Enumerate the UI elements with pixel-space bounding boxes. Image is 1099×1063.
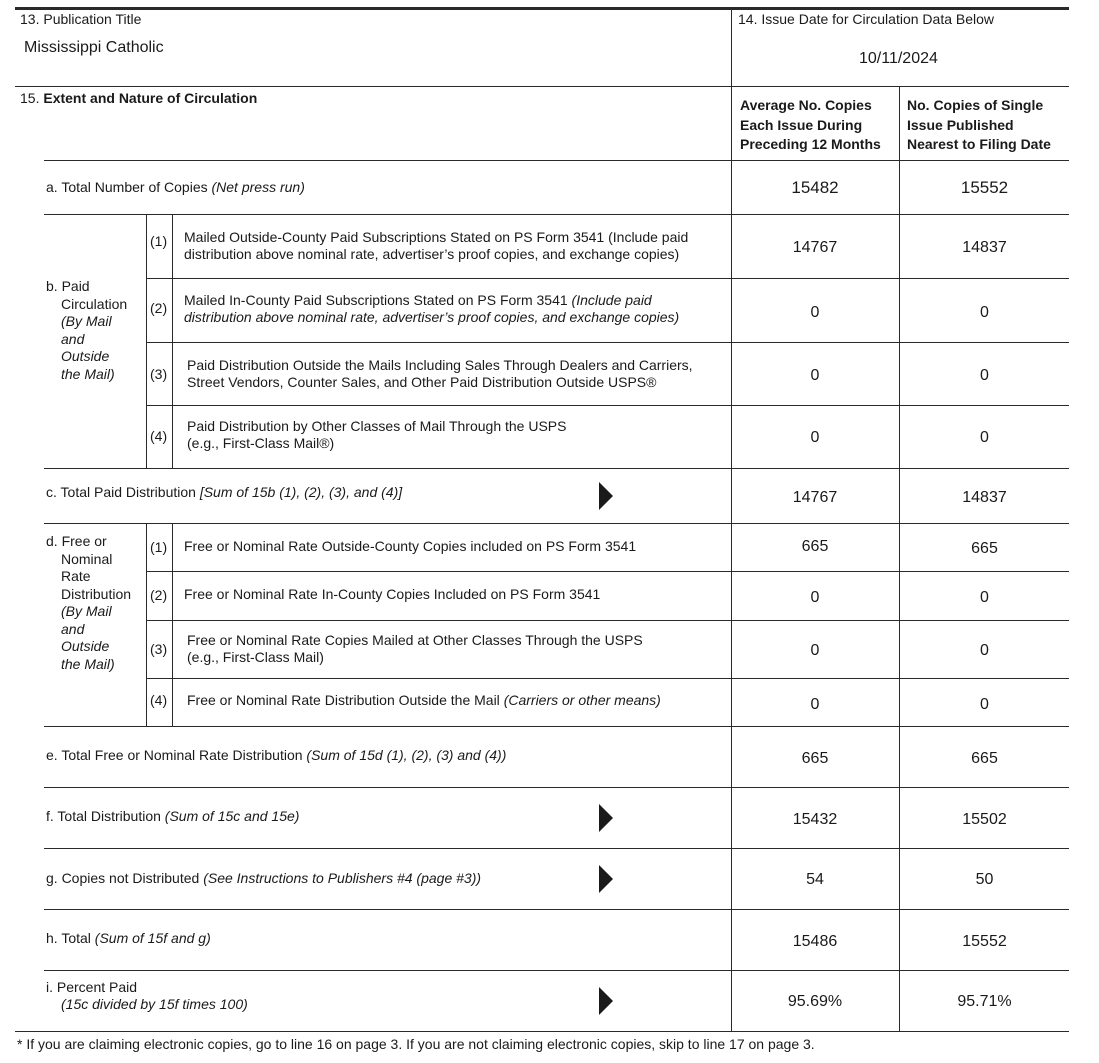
row-d4-note: (Carriers or other means) xyxy=(503,692,661,708)
row-d3-line xyxy=(146,678,1069,679)
col-single-left-line xyxy=(899,86,900,1032)
header-bottom-line xyxy=(15,86,1069,87)
row-b4-single: 0 xyxy=(980,429,989,446)
row-b3-line2: Street Vendors, Counter Sales, and Other Paid Distribution Outside USPS® xyxy=(187,374,657,390)
row-d4-num: (4) xyxy=(150,692,168,708)
row-d-note-line3: Outside xyxy=(61,638,110,654)
row-b2-text xyxy=(184,292,679,326)
row-e-text: e. Total Free or Nominal Rate Distribution xyxy=(46,747,307,763)
row-d3-line2: (e.g., First-Class Mail) xyxy=(187,649,324,665)
row-b-note-line2: and xyxy=(61,330,85,347)
row-b3-single: 0 xyxy=(980,367,989,384)
row-g-single: 50 xyxy=(975,871,994,888)
row-f-single: 15502 xyxy=(962,811,1007,828)
row-d4-single: 0 xyxy=(980,696,989,713)
row-f-note: (Sum of 15c and 15e) xyxy=(164,808,300,824)
row-h-label xyxy=(46,930,211,947)
row-d1-text: Free or Nominal Rate Outside-County Copies included on PS Form 3541 xyxy=(184,538,637,554)
row-a-text: a. Total Number of Copies xyxy=(46,179,212,195)
row-g-text: g. Copies not Distributed xyxy=(46,870,204,886)
row-d1-single: 665 xyxy=(971,540,998,557)
row-b1-line1: Mailed Outside-County Paid Subscriptions Stated on PS Form 3541 (Include paid xyxy=(184,229,689,245)
row-i-note: (15c divided by 15f times 100) xyxy=(61,996,248,1012)
row-b-note-line3: Outside xyxy=(61,348,110,364)
publication-title: Mississippi Catholic xyxy=(24,39,164,56)
row-h-text: h. Total xyxy=(46,930,95,946)
row-b2-avg: 0 xyxy=(810,304,820,321)
row-b1-avg: 14767 xyxy=(792,239,838,256)
row-b2-line1b: (Include paid xyxy=(571,292,652,308)
sec15-header-line xyxy=(44,160,1069,161)
row-b-label xyxy=(46,278,127,383)
row-b2-line1 xyxy=(184,292,679,309)
col-avg-heading xyxy=(740,96,881,155)
row-c-note: [Sum of 15b (1), (2), (3), and (4)] xyxy=(199,484,403,500)
issue-date-label: 14. Issue Date for Circulation Data Below xyxy=(738,11,995,27)
row-b3-line1: Paid Distribution Outside the Mails Including Sales Through Dealers and Carriers, xyxy=(187,357,693,373)
row-b4-text xyxy=(187,418,566,452)
row-f-arrow-icon xyxy=(599,804,613,832)
row-g-arrow-icon xyxy=(599,865,613,893)
row-g-line xyxy=(44,909,1069,910)
row-b3-num: (3) xyxy=(150,366,168,382)
col-single-heading xyxy=(907,96,1051,155)
row-d3-avg: 0 xyxy=(810,642,820,659)
header-divider-vertical xyxy=(731,7,732,87)
row-b1-line2: distribution above nominal rate, advertiser’s proof copies, and exchange copies) xyxy=(184,246,680,262)
bottom-line xyxy=(15,1031,1069,1032)
row-a-note: (Net press run) xyxy=(211,179,305,195)
issue-date: 10/11/2024 xyxy=(859,50,938,67)
col-avg-left-line xyxy=(731,86,732,1032)
row-d3-line1: Free or Nominal Rate Copies Mailed at Other Classes Through the USPS xyxy=(187,632,643,648)
row-f-label xyxy=(46,808,299,825)
footnote: * If you are claiming electronic copies, go to line 16 on page 3. If you are not claiming electronic copies, skip to line 17 on page 3. xyxy=(17,1036,815,1052)
row-e-single: 665 xyxy=(971,750,998,767)
row-b3-avg: 0 xyxy=(810,367,820,384)
row-g-note: (See Instructions to Publishers #4 (page #3)) xyxy=(203,870,482,886)
col-single-heading-line2: Issue Published xyxy=(907,116,1014,133)
b-num-lines1 xyxy=(146,278,172,279)
row-d2-avg: 0 xyxy=(810,589,820,606)
row-c-line xyxy=(44,523,1069,524)
b-num-right xyxy=(172,214,173,468)
col-avg-heading-line1: Average No. Copies xyxy=(740,97,872,113)
row-e-avg: 665 xyxy=(801,750,829,767)
row-e-line xyxy=(44,787,1069,788)
section-15-number: 15. xyxy=(20,90,40,106)
row-f-text: f. Total Distribution xyxy=(46,808,165,824)
row-d3-num: (3) xyxy=(150,641,168,657)
col-avg-heading-line2: Each Issue During xyxy=(740,116,863,133)
row-b4-line1: Paid Distribution by Other Classes of Mail Through the USPS xyxy=(187,418,567,434)
row-c-text: c. Total Paid Distribution xyxy=(46,484,200,500)
row-d4-avg: 0 xyxy=(810,696,820,713)
row-b-line xyxy=(44,468,1069,469)
row-b1-text xyxy=(184,229,688,263)
row-c-avg: 14767 xyxy=(792,489,838,506)
row-d1-line xyxy=(146,571,1069,572)
row-d-label-line2: Nominal xyxy=(61,550,113,567)
row-b1-line xyxy=(172,278,1069,279)
row-d-label-line1: d. Free or xyxy=(46,533,107,549)
row-h-avg: 15486 xyxy=(792,933,838,950)
row-i-label xyxy=(46,979,248,1013)
row-d-label xyxy=(46,533,131,673)
publication-title-label: 13. Publication Title xyxy=(20,11,142,27)
b-num-left xyxy=(146,214,147,468)
b-num-lines3 xyxy=(146,405,172,406)
row-d4-label: Free or Nominal Rate Distribution Outside the Mail xyxy=(187,692,504,708)
row-a-label xyxy=(46,179,305,196)
row-a-line xyxy=(44,214,1069,215)
b-num-lines2 xyxy=(146,342,172,343)
top-border xyxy=(15,7,1069,10)
row-b4-line2: (e.g., First-Class Mail®) xyxy=(187,435,335,451)
row-b3-text xyxy=(187,357,693,391)
row-a-single: 15552 xyxy=(960,178,1009,197)
row-i-text: i. Percent Paid xyxy=(46,979,138,995)
row-b4-num: (4) xyxy=(150,428,168,444)
row-i-avg: 95.69% xyxy=(787,993,843,1010)
col-avg-heading-line3: Preceding 12 Months xyxy=(740,136,881,152)
row-d1-num: (1) xyxy=(150,539,168,555)
row-b-label-line1: b. Paid xyxy=(46,278,90,294)
row-b3-line xyxy=(172,405,1069,406)
row-f-avg: 15432 xyxy=(792,811,838,828)
row-i-single: 95.71% xyxy=(957,993,1012,1010)
row-d2-single: 0 xyxy=(980,589,989,606)
row-h-note: (Sum of 15f and g) xyxy=(94,930,211,946)
row-d1-avg: 665 xyxy=(801,538,829,555)
row-e-note: (Sum of 15d (1), (2), (3) and (4)) xyxy=(306,747,507,763)
d-num-right xyxy=(172,523,173,727)
row-d4-text xyxy=(187,692,661,709)
row-b2-line xyxy=(172,342,1069,343)
row-d2-line xyxy=(146,620,1069,621)
row-b2-line1a: Mailed In-County Paid Subscriptions Stated on PS Form 3541 xyxy=(184,292,572,308)
row-c-single: 14837 xyxy=(962,489,1007,506)
row-b-label-line2: Circulation xyxy=(61,295,128,312)
row-b-note-line1: (By Mail xyxy=(61,313,112,329)
row-h-line xyxy=(44,970,1069,971)
row-b1-num: (1) xyxy=(150,233,168,249)
row-d-label-line4: Distribution xyxy=(61,585,132,602)
row-h-single: 15552 xyxy=(962,933,1007,950)
row-f-line xyxy=(44,848,1069,849)
row-d-note-line2: and xyxy=(61,620,85,637)
row-d-note-line1: (By Mail xyxy=(61,603,112,619)
row-d3-single: 0 xyxy=(980,642,989,659)
row-d2-text: Free or Nominal Rate In-County Copies Included on PS Form 3541 xyxy=(184,586,601,602)
row-b1-single: 14837 xyxy=(962,239,1007,256)
row-g-label xyxy=(46,870,481,887)
row-d3-text xyxy=(187,632,643,666)
row-g-avg: 54 xyxy=(806,871,824,888)
row-d-note-line4: the Mail) xyxy=(61,655,115,672)
row-e-label xyxy=(46,747,506,764)
row-d-label-line3: Rate xyxy=(61,568,91,584)
row-c-arrow-icon xyxy=(599,482,613,510)
row-b2-line2: distribution above nominal rate, advertiser’s proof copies, and exchange copies) xyxy=(184,309,680,325)
row-c-label xyxy=(46,484,402,501)
row-b2-single: 0 xyxy=(980,304,989,321)
row-b4-avg: 0 xyxy=(810,429,820,446)
row-a-avg: 15482 xyxy=(791,178,839,197)
section-15-label xyxy=(20,90,257,107)
row-d2-num: (2) xyxy=(150,587,168,603)
d-num-left xyxy=(146,523,147,727)
row-i-arrow-icon xyxy=(599,987,613,1015)
col-single-heading-line3: Nearest to Filing Date xyxy=(907,136,1051,152)
row-b2-num: (2) xyxy=(150,300,168,316)
section-15-title: Extent and Nature of Circulation xyxy=(43,90,258,106)
row-d-line xyxy=(44,726,1069,727)
row-b-note-line4: the Mail) xyxy=(61,365,115,382)
col-single-heading-line1: No. Copies of Single xyxy=(907,97,1044,113)
